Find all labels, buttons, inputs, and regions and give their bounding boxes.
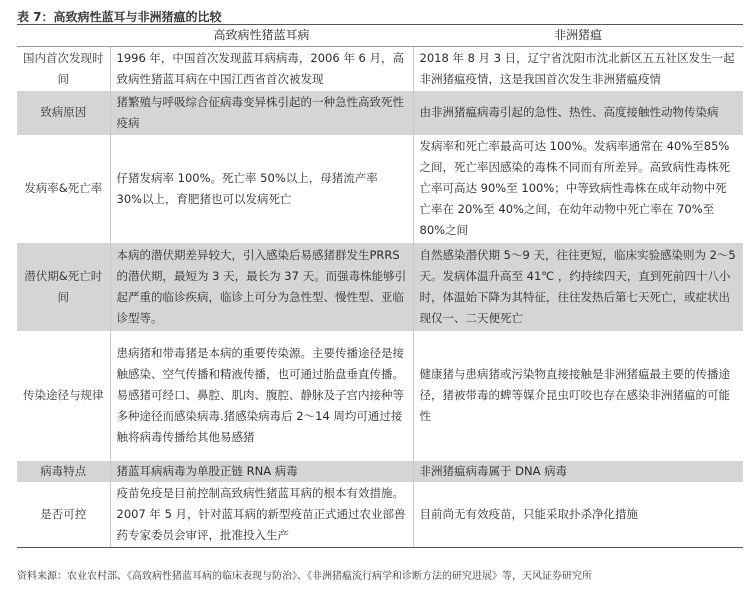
row-label: 国内首次发现时间 xyxy=(23,50,104,86)
table-row-transmission xyxy=(17,331,743,461)
cell-asf: 目前尚无有效疫苗，只能采取扑杀净化措施 xyxy=(413,482,743,548)
cell-asf: 非洲猪瘟病毒属于 DNA 病毒 xyxy=(413,461,743,482)
cell-asf: 健康猪与患病猪或污染物直接接触是非洲猪瘟最主要的传播途径，猪被带毒的蜱等媒介昆虫叮咬也存在感染非洲猪瘟的可能性 xyxy=(413,331,743,461)
cell-prrs: 猪蓝耳病病毒为单股正链 RNA 病毒 xyxy=(110,461,413,482)
table-title: 表 7：高致病性蓝耳与非洲猪瘟的比较 xyxy=(17,10,222,24)
cell-asf: 自然感染潜伏期 5～9 天，往往更短，临床实验感染则为 2～5 天。发病体温升高至 41℃ ，约持续四天，直到死前四十八小时，体温始下降为其特征，往往发热后第七天死亡，或症状出现仅一、二天便死亡 xyxy=(413,243,743,331)
cell-prrs: 仔猪发病率 100%。死亡率 50%以上，母猪流产率 30%以上，育肥猪也可以发病死亡 xyxy=(110,135,413,243)
cell-prrs: 1996 年，中国首次发现蓝耳病病毒，2006 年 6 月，高致病性猪蓝耳病在中国江西省首次被发现 xyxy=(110,47,413,91)
table-row-first-discovery xyxy=(17,47,743,91)
source-note: 资料来源：农业农村部、《高致病性猪蓝耳病的临床表现与防治》、《非洲猪瘟流行病学和诊断方法的研究进展》等，天风证券研究所 xyxy=(17,571,592,582)
row-label: 传染途径与规律 xyxy=(23,388,104,402)
table-row-controllable xyxy=(17,482,743,548)
row-label: 潜伏期&死亡时间 xyxy=(17,243,110,331)
table-header-row xyxy=(17,25,743,47)
table-row-virus-type xyxy=(17,461,743,482)
cell-prrs: 猪繁殖与呼吸综合征病毒变异株引起的一种急性高致死性疫病 xyxy=(110,91,413,135)
table-row-mortality xyxy=(17,135,743,243)
header-prrs: 高致病性猪蓝耳病 xyxy=(110,25,413,47)
cell-prrs: 本病的潜伏期差异较大，引入感染后易感猪群发生PRRS 的潜伏期，最短为 3 天，最长为 37 天。而强毒株能够引起严重的临诊疾病，临诊上可分为急性型、慢性型、亚临诊型等。 xyxy=(110,243,413,331)
row-label: 病毒特点 xyxy=(17,461,110,482)
row-label: 是否可控 xyxy=(17,482,110,548)
cell-prrs: 疫苗免疫是目前控制高致病性猪蓝耳病的根本有效措施。2007 年 5 月，针对蓝耳病的新型疫苗正式通过农业部兽药专家委员会审评，批准投入生产 xyxy=(110,482,413,548)
header-asf: 非洲猪瘟 xyxy=(413,25,743,47)
row-label: 发病率&死亡率 xyxy=(24,181,103,195)
cell-asf: 2018 年 8 月 3 日，辽宁省沈阳市沈北新区五五社区发生一起非洲猪瘟疫情，这是我国首次发生非洲猪瘟疫情 xyxy=(413,47,743,91)
cell-asf: 发病率和死亡率最高可达 100%。发病率通常在 40%至85%之间，死亡率因感染的毒株不同而有所差异。高致病性毒株死亡率可高达 90%至 100%；中等致病性毒株在成年动物中死亡率在 20%至 40%之间，在幼年动物中死亡率在 70%至 80%之间 xyxy=(413,135,743,243)
table-row-incubation xyxy=(17,243,743,331)
comparison-table xyxy=(17,25,743,548)
row-label: 致病原因 xyxy=(17,91,110,135)
cell-prrs: 患病猪和带毒猪是本病的重要传染源。主要传播途径是接触感染、空气传播和精液传播，也可通过胎盘垂直传播。易感猪可经口、鼻腔、肌肉、腹腔、静脉及子宫内接种等多种途径而感染病毒.猪感染病毒后 2～14 周均可通过接触将病毒传播给其他易感猪 xyxy=(110,331,413,461)
header-blank xyxy=(17,25,110,47)
table-row-cause xyxy=(17,91,743,135)
cell-asf: 由非洲猪瘟病毒引起的急性、热性、高度接触性动物传染病 xyxy=(413,91,743,135)
